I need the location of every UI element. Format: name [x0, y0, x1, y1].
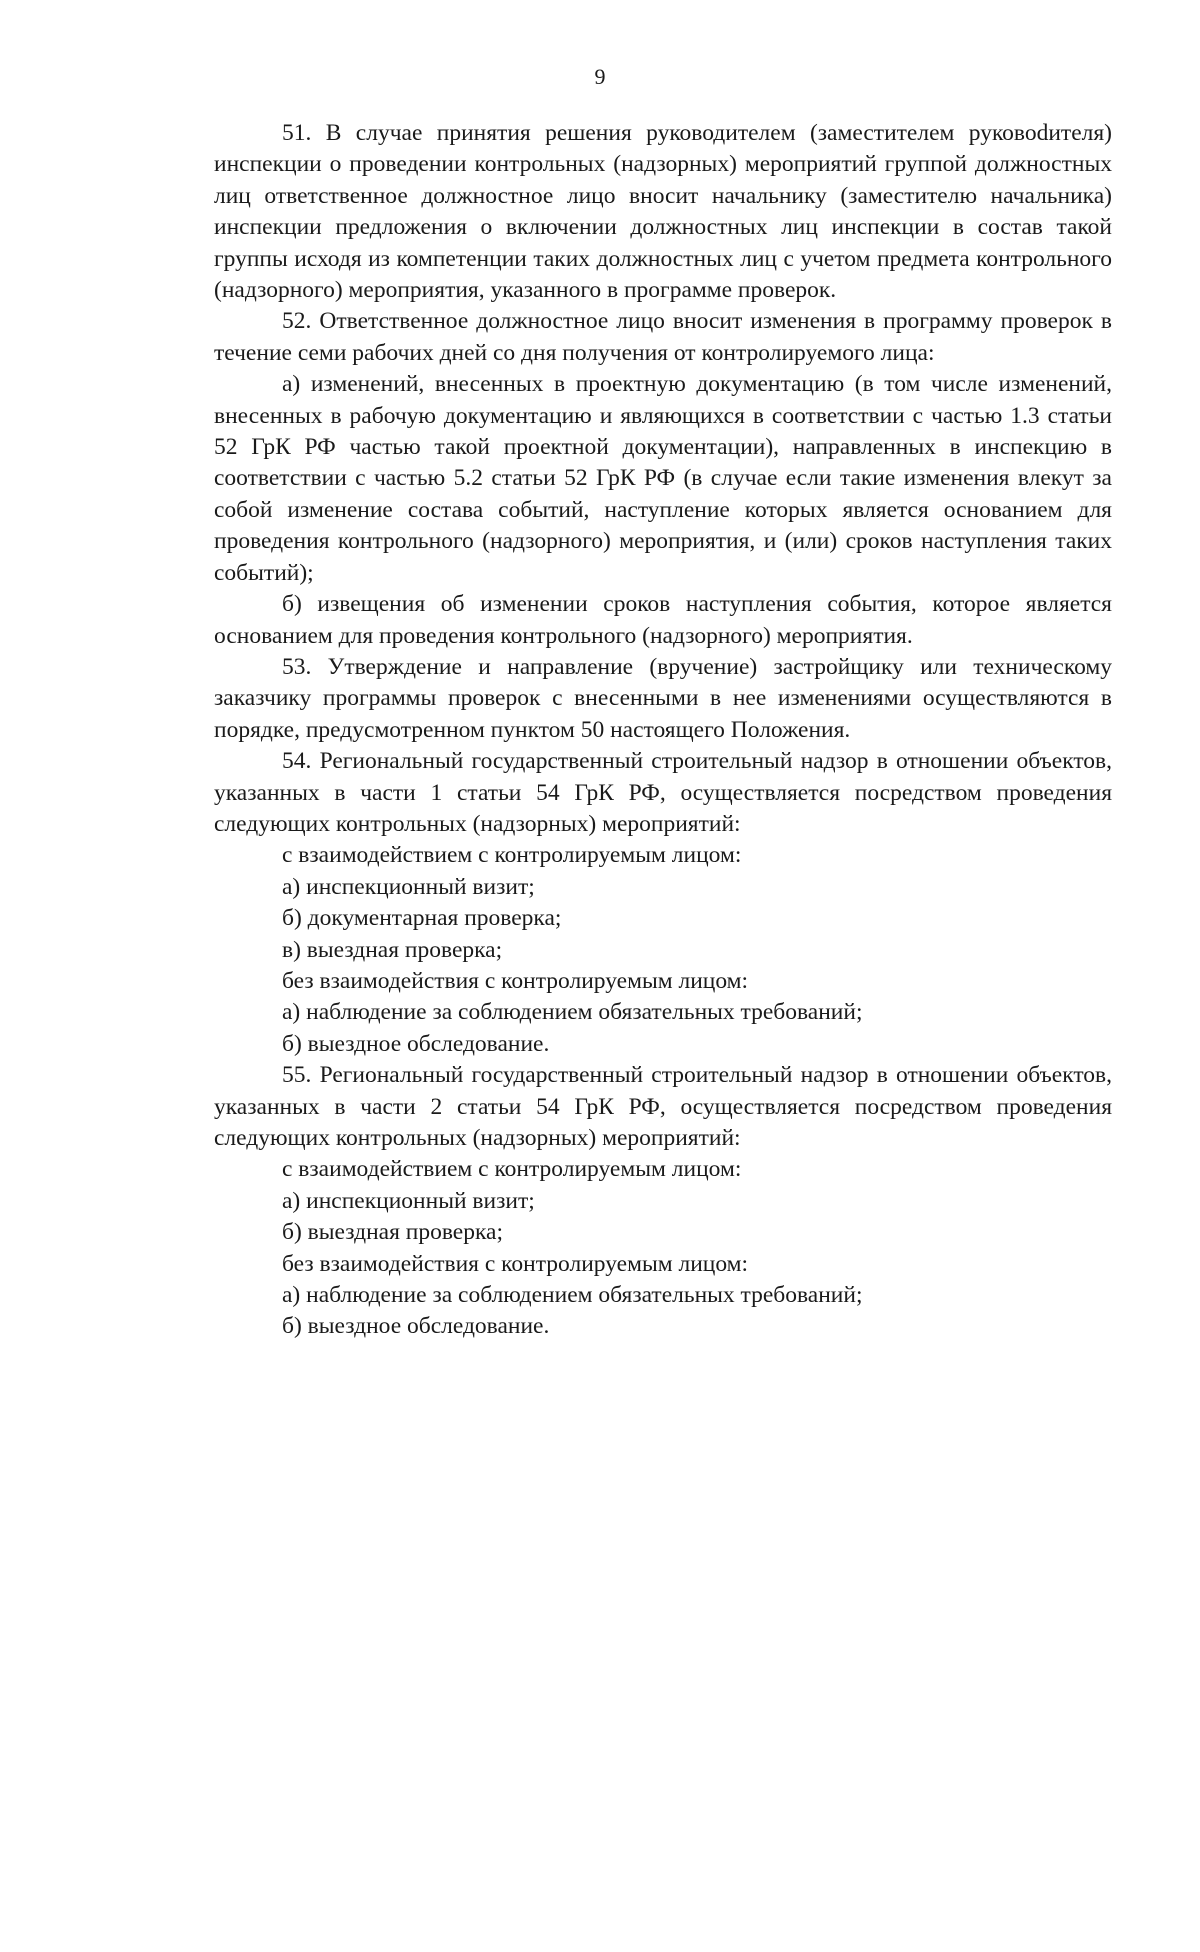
- document-body: [214, 118, 1112, 1343]
- list-item: а) наблюдение за соблюдением обязательных требований;: [282, 999, 863, 1026]
- paragraph-54: 54. Региональный государственный строительный надзор в отношении объектов, указанных в части 1 статьи 54 ГрК РФ, осуществляется посредством проведения следующих контрольных (надзорных) мероприятий:: [214, 748, 1112, 837]
- paragraph-51: 51. В случае принятия решения руководителем (заместителем руковоdителя) инспекции о проведении контрольных (надзорных) мероприятий группой должностных лиц ответственное должностное лицо вносит начальнику (заместителю начальника) инспекции предложения о включении должностных лиц инспекции в состав такой группы исходя из компетенции таких должностных лиц с учетом предмета контрольного (надзорного) мероприятия, указанного в программе проверок.: [214, 120, 1112, 304]
- page-number: 9: [594, 64, 606, 89]
- list-item: б) выездное обследование.: [282, 1030, 550, 1057]
- list-item: б) документарная проверка;: [282, 905, 562, 932]
- list-item: б) выездная проверка;: [282, 1219, 504, 1246]
- paragraph-52-item-a: а) изменений, внесенных в проектную документацию (в том числе изменений, внесенных в рабочую документацию и являющихся в соответствии с частью 1.3 статьи 52 ГрК РФ частью такой проектной документации), направленных в инспекцию в соответствии с частью 5.2 статьи 52 ГрК РФ (в случае если такие изменения влекут за собой изменение состава событий, наступление которых является основанием для проведения контрольного (надзорного) мероприятия, и (или) сроков наступления таких событий);: [214, 371, 1112, 586]
- list-heading: с взаимодействием с контролируемым лицом:: [282, 842, 742, 869]
- list-item: а) инспекционный визит;: [282, 873, 535, 900]
- list-item: б) выездное обследование.: [282, 1313, 550, 1340]
- paragraph-52-item-b: б) извещения об изменении сроков наступления события, которое является основанием для проведения контрольного (надзорного) мероприятия.: [214, 591, 1112, 649]
- paragraph-55: 55. Региональный государственный строительный надзор в отношении объектов, указанных в части 2 статьи 54 ГрК РФ, осуществляется посредством проведения следующих контрольных (надзорных) мероприятий:: [214, 1062, 1112, 1151]
- list-item: а) наблюдение за соблюдением обязательных требований;: [282, 1282, 863, 1309]
- list-heading: без взаимодействия с контролируемым лицом:: [282, 967, 749, 994]
- list-item: в) выездная проверка;: [282, 936, 503, 963]
- paragraph-52: 52. Ответственное должностное лицо вносит изменения в программу проверок в течение семи рабочих дней со дня получения от контролируемого лица:: [214, 308, 1112, 366]
- paragraph-53: 53. Утверждение и направление (вручение) застройщику или техническому заказчику программы проверок с внесенными в нее изменениями осуществляются в порядке, предусмотренном пунктом 50 настоящего Положения.: [214, 653, 1112, 743]
- list-heading: без взаимодействия с контролируемым лицом:: [282, 1250, 749, 1277]
- list-item: а) инспекционный визит;: [282, 1187, 535, 1214]
- list-heading: с взаимодействием с контролируемым лицом:: [282, 1156, 742, 1183]
